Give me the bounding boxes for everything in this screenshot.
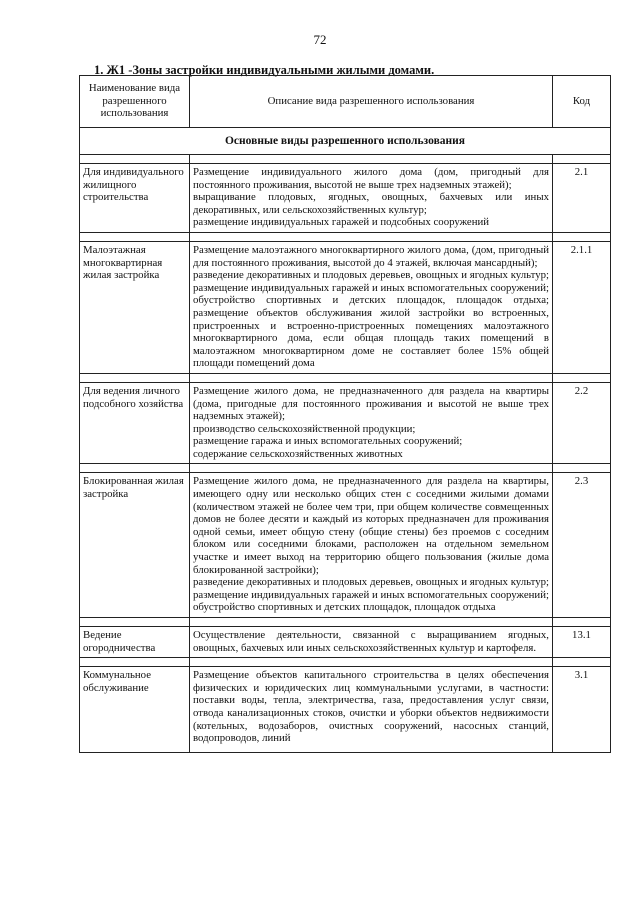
- use-description: [190, 241, 553, 373]
- use-code: 2.3: [553, 473, 611, 618]
- description-paragraph: Размещение индивидуального жилого дома (дом, пригодный для постоянного проживания, высотой не выше трех надземных этажей);: [193, 166, 549, 191]
- description-paragraph: выращивание плодовых, ягодных, овощных, бахчевых или иных декоративных, или сельскохозяйственных культур;: [193, 191, 549, 216]
- use-name: Малоэтажная многоквартирная жилая застройка: [80, 241, 190, 373]
- use-name: Для индивидуального жилищного строительства: [80, 164, 190, 233]
- header-description: Описание вида разрешенного использования: [190, 76, 553, 128]
- spacer-row: [80, 618, 611, 627]
- description-paragraph: Размещение объектов капитального строительства в целях обеспечения физических и юридических лиц коммунальными услугами, в частности: поставки воды, тепла, электричества, газа, предоставления услуг связи, отвода канализационных стоков, очистки и уборки объектов недвижимости (котельных, водозаборов, очистных сооружений, насосных станций, водопроводов, линий: [193, 669, 549, 745]
- use-description: [190, 667, 553, 753]
- use-code: 2.2: [553, 382, 611, 464]
- description-paragraph: Размещение жилого дома, не предназначенного для раздела на квартиры, имеющего одну или несколько общих стен с соседними жилыми домами (количеством этажей не более чем три, при общем количестве совмещенных домов не более десяти и каждый из которых предназначен для проживания одной семьи, имеет общую стену (общие стены) без проемов с соседним блоком или соседними блоками, расположен на отдельном земельном участке и имеет выход на территорию общего пользования (жилые дома блокированной застройки);: [193, 475, 549, 576]
- use-description: [190, 627, 553, 658]
- use-description: [190, 164, 553, 233]
- group-title: Основные виды разрешенного использования: [80, 128, 611, 155]
- description-paragraph: Размещение жилого дома, не предназначенного для раздела на квартиры (дома, пригодные для постоянного проживания и высотой не выше трех надземных этажей);: [193, 384, 549, 423]
- section-title: 1. Ж1 -Зоны застройки индивидуальными жилыми домами.: [94, 63, 435, 77]
- use-description: [190, 382, 553, 464]
- use-code: 3.1: [553, 667, 611, 753]
- use-name: Коммунальное обслуживание: [80, 667, 190, 753]
- table-header-row: [80, 76, 611, 128]
- description-paragraph: содержание сельскохозяйственных животных: [193, 447, 403, 460]
- group-title-row: [80, 128, 611, 155]
- description-paragraph: размещение гаража и иных вспомогательных сооружений;: [193, 435, 463, 448]
- use-name: Ведение огородничества: [80, 627, 190, 658]
- spacer-row: [80, 464, 611, 473]
- spacer-row: [80, 373, 611, 382]
- spacer-row: [80, 658, 611, 667]
- land-use-table: [79, 75, 611, 753]
- spacer-row: [80, 232, 611, 241]
- table-row: [80, 382, 611, 464]
- description-paragraph: производство сельскохозяйственной продукции;: [193, 422, 416, 435]
- use-code: 2.1: [553, 164, 611, 233]
- table-row: [80, 473, 611, 618]
- description-paragraph: Осуществление деятельности, связанной с выращиванием ягодных, овощных, бахчевых или иных сельскохозяйственных культур и картофеля.: [193, 629, 549, 654]
- description-paragraph: размещение индивидуальных гаражей и подсобных сооружений: [193, 216, 490, 229]
- use-code: 2.1.1: [553, 241, 611, 373]
- use-description: [190, 473, 553, 618]
- description-paragraph: разведение декоративных и плодовых деревьев, овощных и ягодных культур; размещение индивидуальных гаражей и иных вспомогательных сооружений; обустройство спортивных и детских площадок, площадок отдыха: [193, 576, 549, 614]
- page-number: 72: [313, 32, 327, 47]
- table-row: [80, 241, 611, 373]
- table-row: [80, 627, 611, 658]
- description-paragraph: Размещение малоэтажного многоквартирного жилого дома, (дом, пригодный для постоянного проживания, высотой до 4 этажей, включая мансардный);: [193, 243, 549, 269]
- use-name: Блокированная жилая застройка: [80, 473, 190, 618]
- header-code: Код: [553, 76, 611, 128]
- spacer-row: [80, 155, 611, 164]
- use-name: Для ведения личного подсобного хозяйства: [80, 382, 190, 464]
- use-code: 13.1: [553, 627, 611, 658]
- header-name: Наименование вида разрешенного использования: [80, 76, 190, 128]
- table-row: [80, 667, 611, 753]
- description-paragraph: разведение декоративных и плодовых деревьев, овощных и ягодных культур; размещение индивидуальных гаражей и иных вспомогательных сооружений; обустройство спортивных и детских площадок, площадок отдыха; размещение объектов обслуживания жилой застройки во встроенных, пристроенных и встроенно-пристроенных помещениях малоэтажного многоквартирного дома, если общая площадь таких помещений в малоэтажном многоквартирном доме не составляет более 15% общей площади помещений дома: [193, 269, 549, 370]
- table-row: [80, 164, 611, 233]
